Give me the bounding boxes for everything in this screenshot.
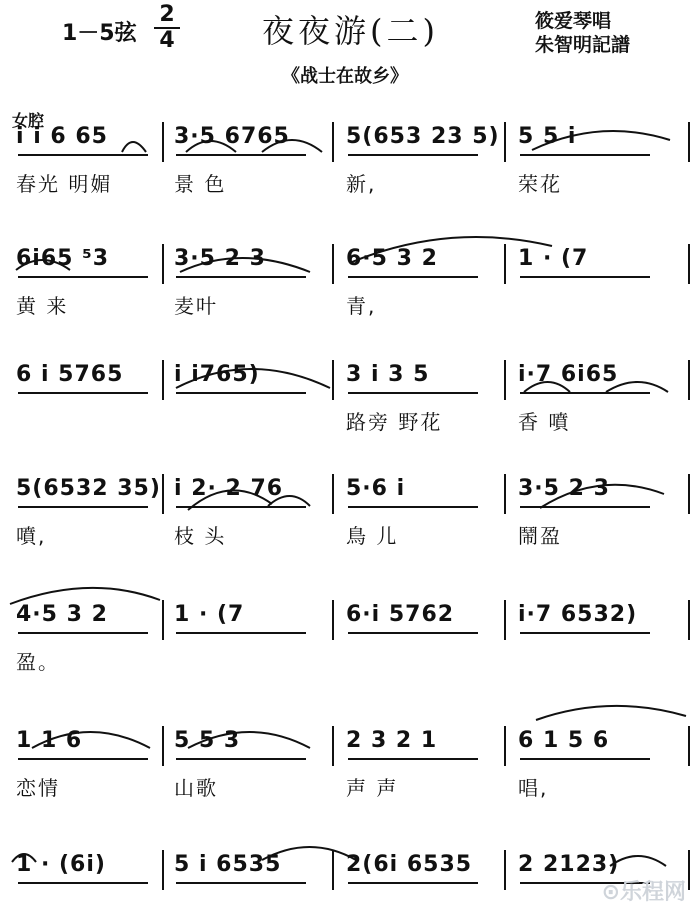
slur <box>606 382 668 392</box>
lyric-text: 新, <box>346 172 377 196</box>
lyric-text: 恋情 <box>16 776 60 800</box>
slur <box>352 237 552 262</box>
measure-notes: 6i65 ⁵3 <box>16 246 110 271</box>
lyric-text: 荣花 <box>518 172 562 196</box>
transcriber-credit: 朱智明記譜 <box>535 34 631 56</box>
lyric-text: 枝 头 <box>174 524 227 548</box>
slur <box>180 258 310 272</box>
measure-notes: 2(6i 6535 <box>346 852 473 877</box>
lyric-text: 声 声 <box>346 776 399 800</box>
slur <box>536 706 686 720</box>
measure-notes: 6·i 5762 <box>346 602 455 627</box>
measure-notes: 1 · (7 <box>518 246 589 271</box>
lyric-text: 盈。 <box>16 650 60 674</box>
lyric-text: 噴, <box>16 524 47 548</box>
measure-notes: i·7 6i65 <box>518 362 619 387</box>
measure-notes: i i765) <box>174 362 260 387</box>
voice-label: 女腔 <box>12 111 45 130</box>
measure-notes: 1 · (6i) <box>16 852 106 877</box>
measure-notes: 3·5 2 3 <box>174 246 266 271</box>
measure-notes: 3 i 3 5 <box>346 362 430 387</box>
slur <box>10 588 160 604</box>
lyric-text: 景 色 <box>174 172 227 196</box>
slur <box>268 496 310 506</box>
measure-notes: 2 2123) <box>518 852 620 877</box>
slur <box>176 369 330 388</box>
slur <box>262 847 356 860</box>
song-title: 夜夜游(二) <box>262 12 439 50</box>
measure-notes: 1 · (7 <box>174 602 245 627</box>
measure-notes: 3·5 2 3 <box>518 476 610 501</box>
lyric-text: 春光 明媚 <box>16 172 113 196</box>
time-signature-bottom: 4 <box>159 28 175 53</box>
lyric-text: 山歌 <box>174 776 218 800</box>
lyric-text: 麦叶 <box>174 294 218 318</box>
slur <box>532 131 670 150</box>
time-signature-top: 2 <box>159 2 175 27</box>
lyric-text: 唱, <box>518 776 549 800</box>
measure-notes: 2 3 2 1 <box>346 728 438 753</box>
slur <box>524 382 570 392</box>
slur <box>122 142 146 152</box>
lyric-text: 鬧盈 <box>518 524 562 548</box>
measure-notes: 1 1 6 <box>16 728 83 753</box>
measure-notes: i·7 6532) <box>518 602 638 627</box>
slur <box>188 490 272 510</box>
measure-notes: 6·5 3 2 <box>346 246 438 271</box>
slur <box>186 141 236 152</box>
lyric-text: 路旁 野花 <box>346 410 443 434</box>
measure-notes: 5(653 23 5) <box>346 124 500 149</box>
lyric-text: 鳥 儿 <box>346 524 399 548</box>
measure-notes: 5 5 i <box>518 124 577 149</box>
measure-notes: i 2· 2 76 <box>174 476 284 501</box>
measure-notes: 5(6532 35) <box>16 476 161 501</box>
slur <box>610 856 666 866</box>
measure-notes: 5·6 i <box>346 476 406 501</box>
slur <box>16 260 70 270</box>
measure-notes: 6 i 5765 <box>16 362 124 387</box>
performer-credit: 筱爱琴唱 <box>535 10 612 32</box>
measure-notes: 5 5 3 <box>174 728 241 753</box>
watermark: ⊙乐程网 <box>601 880 686 905</box>
slur <box>262 140 322 152</box>
song-subtitle: 《战士在故乡》 <box>282 66 408 87</box>
measure-notes: 6 1 5 6 <box>518 728 610 753</box>
measure-notes: 5 i 6535 <box>174 852 282 877</box>
slur <box>540 485 664 508</box>
lyric-text: 青, <box>346 294 377 318</box>
slur <box>188 732 310 748</box>
lyric-text: 黄 来 <box>16 294 69 318</box>
slur <box>12 854 36 862</box>
measure-notes: 4·5 3 2 <box>16 602 108 627</box>
slur <box>32 732 150 748</box>
key-signature: 1－5弦 <box>62 21 137 46</box>
measure-notes: 3·5 6765 <box>174 124 290 149</box>
lyric-text: 香 噴 <box>518 410 571 434</box>
measure-notes: i i 6 65 <box>16 124 108 149</box>
